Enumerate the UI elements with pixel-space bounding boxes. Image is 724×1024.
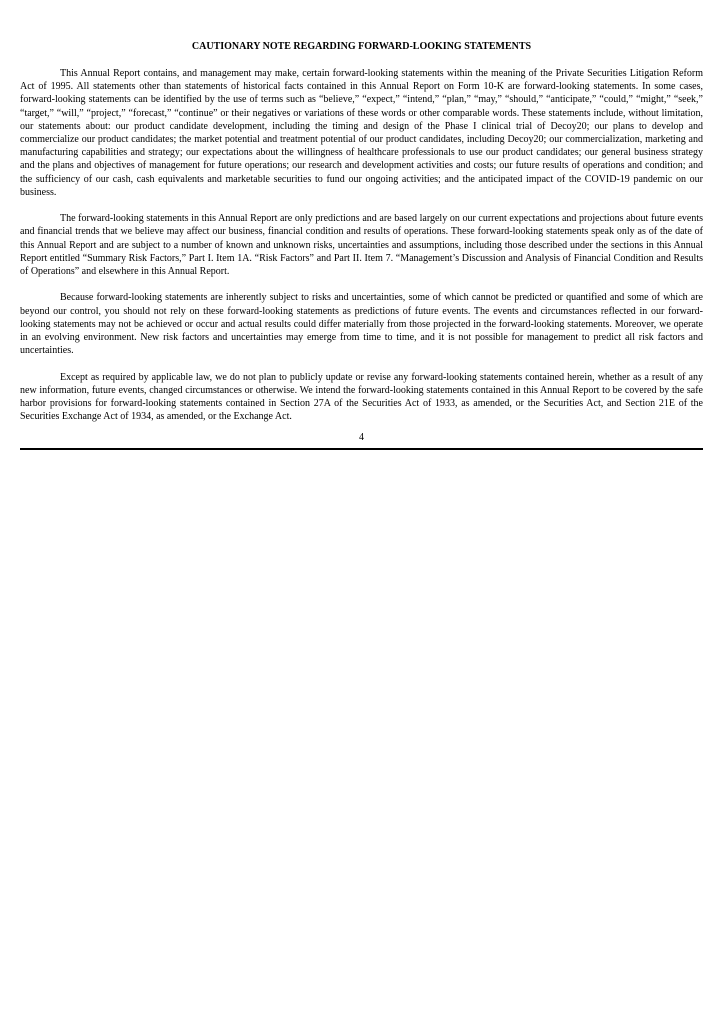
paragraph-forward-looking-intro: This Annual Report contains, and management may make, certain forward-looking statements within the meaning of the Private Securities Litigation Reform Act of 1995. All statements other than statements of historical facts contained in this Annual Report on Form 10-K are forward-looking statements. In some cases, forward-looking statements can be identified by the use of terms such as “believe,” “expect,” “intend,” “plan,” “may,” “should,” “anticipate,” “could,” “might,” “seek,” “target,” “will,” “project,” “forecast,” “continue” or their negatives or variations of these words or other comparable words. These statements include, without limitation, our statements about: our product candidate development, including the timing and design of the Phase I clinical trial of Decoy20; our plans to develop and commercialize our product candidates; the market potential and treatment potential of our product candidates, including Decoy20; our commercialization, marketing and manufacturing capabilities and strategy; our expectations about the willingness of healthcare professionals to use our product candidates; our general business strategy and the plans and objectives of management for future operations; our research and development activities and costs; our future results of operations and condition; and the sufficiency of our cash, cash equivalents and marketable securities to fund our ongoing activities; and the anticipated impact of the COVID-19 pandemic on our business. — [20, 68, 703, 198]
document-page — [20, 40, 703, 450]
paragraph-safe-harbor: Except as required by applicable law, we do not plan to publicly update or revise any forward-looking statements contained herein, whether as a result of any new information, future events, changed circumstances or otherwise. We intend the forward-looking statements contained in this Annual Report to be covered by the safe harbor provisions for forward-looking statements contained in Section 27A of the Securities Act of 1933, as amended, or the Securities Act, and Section 21E of the Securities Exchange Act of 1934, as amended, or the Exchange Act. — [20, 371, 703, 423]
paragraph-risks-uncertainties: Because forward-looking statements are inherently subject to risks and uncertainties, some of which cannot be predicted or quantified and some of which are beyond our control, you should not rely on these forward-looking statements as predictions of future events. The events and circumstances reflected in our forward-looking statements may not be achieved or occur and actual results could differ materially from those projected in the forward-looking statements. Moreover, we operate in an evolving environment. New risk factors and uncertainties may emerge from time to time, and it is not possible for management to predict all risk factors and uncertainties. — [20, 292, 703, 357]
section-title: CAUTIONARY NOTE REGARDING FORWARD-LOOKING STATEMENTS — [191, 41, 532, 52]
paragraph-predictions: The forward-looking statements in this Annual Report are only predictions and are based largely on our current expectations and projections about future events and financial trends that we believe may affect our business, financial condition and results of operations. These forward-looking statements speak only as of the date of this Annual Report and are subject to a number of known and unknown risks, uncertainties and assumptions, including those described under the sections in this Annual Report entitled “Summary Risk Factors,” Part I. Item 1A. “Risk Factors” and Part II. Item 7. “Management’s Discussion and Analysis of Financial Condition and Results of Operations” and elsewhere in this Annual Report. — [20, 213, 703, 278]
page-number: 4 — [359, 431, 364, 443]
page-divider — [20, 448, 703, 450]
